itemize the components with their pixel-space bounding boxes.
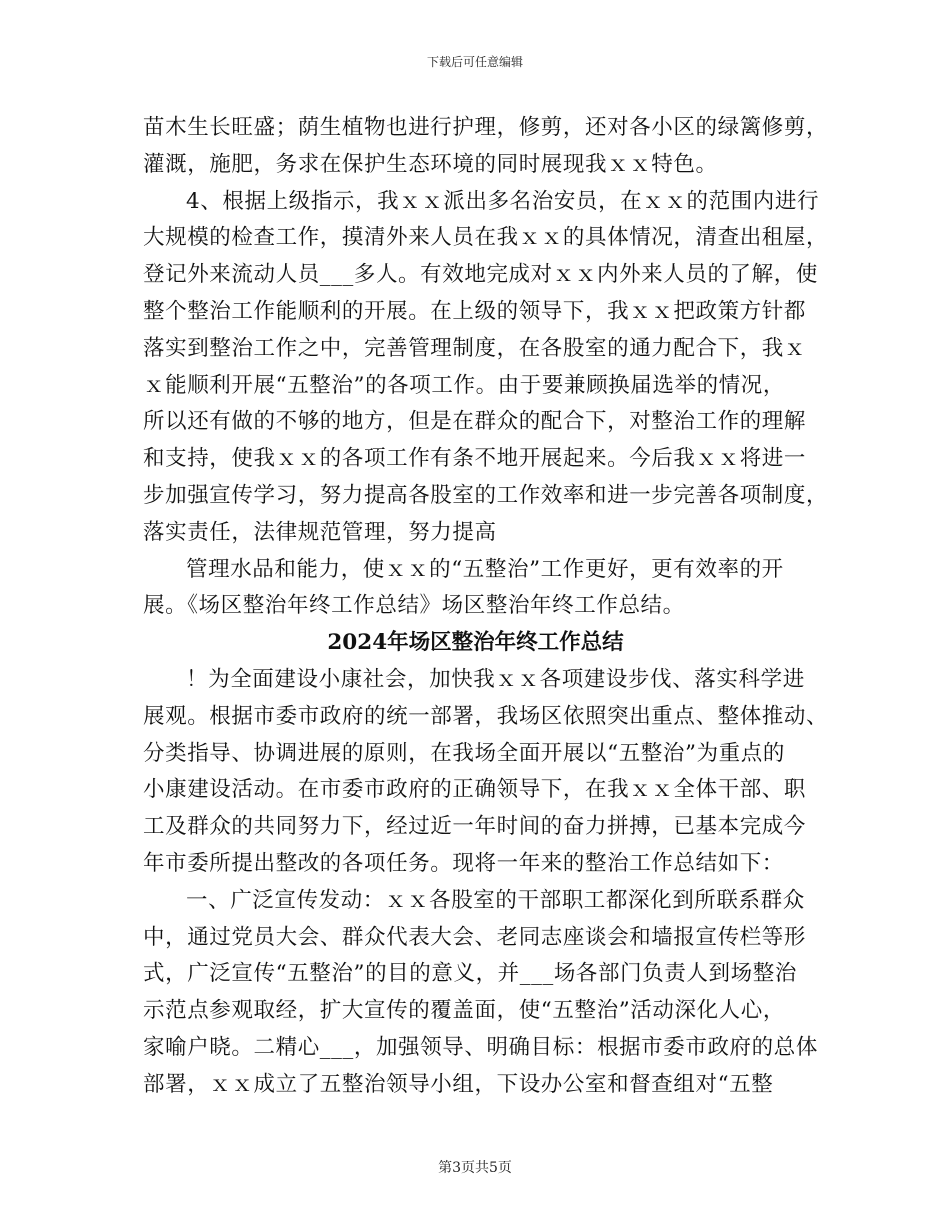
body-line: ！为全面建设小康社会，加快我ｘｘ各项建设步伐、落实科学进 xyxy=(186,666,805,692)
section-title: 2024年场区整治年终工作总结 xyxy=(327,630,624,656)
body-line: 管理水品和能力，使ｘｘ的“五整治”工作更好，更有效率的开 xyxy=(186,556,784,582)
body-line: 分类指导、协调进展的原则，在我场全面开展以“五整治”为重点的 xyxy=(143,740,785,766)
body-line: 一、广泛宣传发动：ｘｘ各股室的干部职工都深化到所联系群众 xyxy=(186,887,805,913)
body-line: 所以还有做的不够的地方，但是在群众的配合下，对整治工作的理解 xyxy=(143,409,807,435)
body-line: 和支持，使我ｘｘ的各项工作有条不地开展起来。今后我ｘｘ将进一 xyxy=(143,446,807,472)
body-line: 示范点参观取经，扩大宣传的覆盖面，使“五整治”活动深化人心， xyxy=(143,998,785,1024)
body-line: 大规模的检查工作，摸清外来人员在我ｘｘ的具体情况，清查出租屋， xyxy=(143,225,829,251)
body-line: 中，通过党员大会、群众代表大会、老同志座谈会和墙报宣传栏等形 xyxy=(143,924,807,950)
body-line: 部署，ｘｘ成立了五整治领导小组，下设办公室和督查组对“五整 xyxy=(143,1071,774,1097)
body-line: 展观。根据市委市政府的统一部署，我场区依照突出重点、整体推动、 xyxy=(143,703,829,729)
body-line: 式，广泛宣传“五整治”的目的意义，并___场各部门负责人到场整治 xyxy=(143,961,797,987)
body-line: 登记外来流动人员___多人。有效地完成对ｘｘ内外来人员的了解，使 xyxy=(143,262,818,288)
body-line: 落实到整治工作之中，完善管理制度，在各股室的通力配合下，我ｘ xyxy=(143,335,807,361)
body-line: 家喻户晓。二精心___，加强领导、明确目标：根据市委市政府的总体 xyxy=(143,1034,818,1060)
header-note: 下载后可任意编辑 xyxy=(426,55,523,69)
body-line: 落实责任，法律规范管理，努力提高 xyxy=(143,519,497,545)
body-line: 展。《场区整治年终工作总结》场区整治年终工作总结。 xyxy=(143,593,685,619)
body-line: 年市委所提出整改的各项任务。现将一年来的整治工作总结如下： xyxy=(143,850,784,876)
body-line: ｘ能顺利开展“五整治”的各项工作。由于要兼顾换届选举的情况， xyxy=(143,372,785,398)
body-line: 灌溉，施肥，务求在保护生态环境的同时展现我ｘｘ特色。 xyxy=(143,151,718,177)
body-line: 小康建设活动。在市委市政府的正确领导下，在我ｘｘ全体干部、职 xyxy=(143,777,807,803)
page-number: 第3页共5页 xyxy=(438,1160,512,1176)
body-line: 4、根据上级指示，我ｘｘ派出多名治安员，在ｘｘ的范围内进行 xyxy=(186,188,820,214)
body-line: 步加强宣传学习，努力提高各股室的工作效率和进一步完善各项制度， xyxy=(143,482,829,508)
document-body xyxy=(143,110,829,1104)
body-line: 整个整治工作能顺利的开展。在上级的领导下，我ｘｘ把政策方针都 xyxy=(143,298,807,324)
body-line: 苗木生长旺盛；荫生植物也进行护理，修剪，还对各小区的绿篱修剪， xyxy=(143,115,829,140)
body-line: 工及群众的共同努力下，经过近一年时间的奋力拼搏，已基本完成今 xyxy=(143,814,807,840)
